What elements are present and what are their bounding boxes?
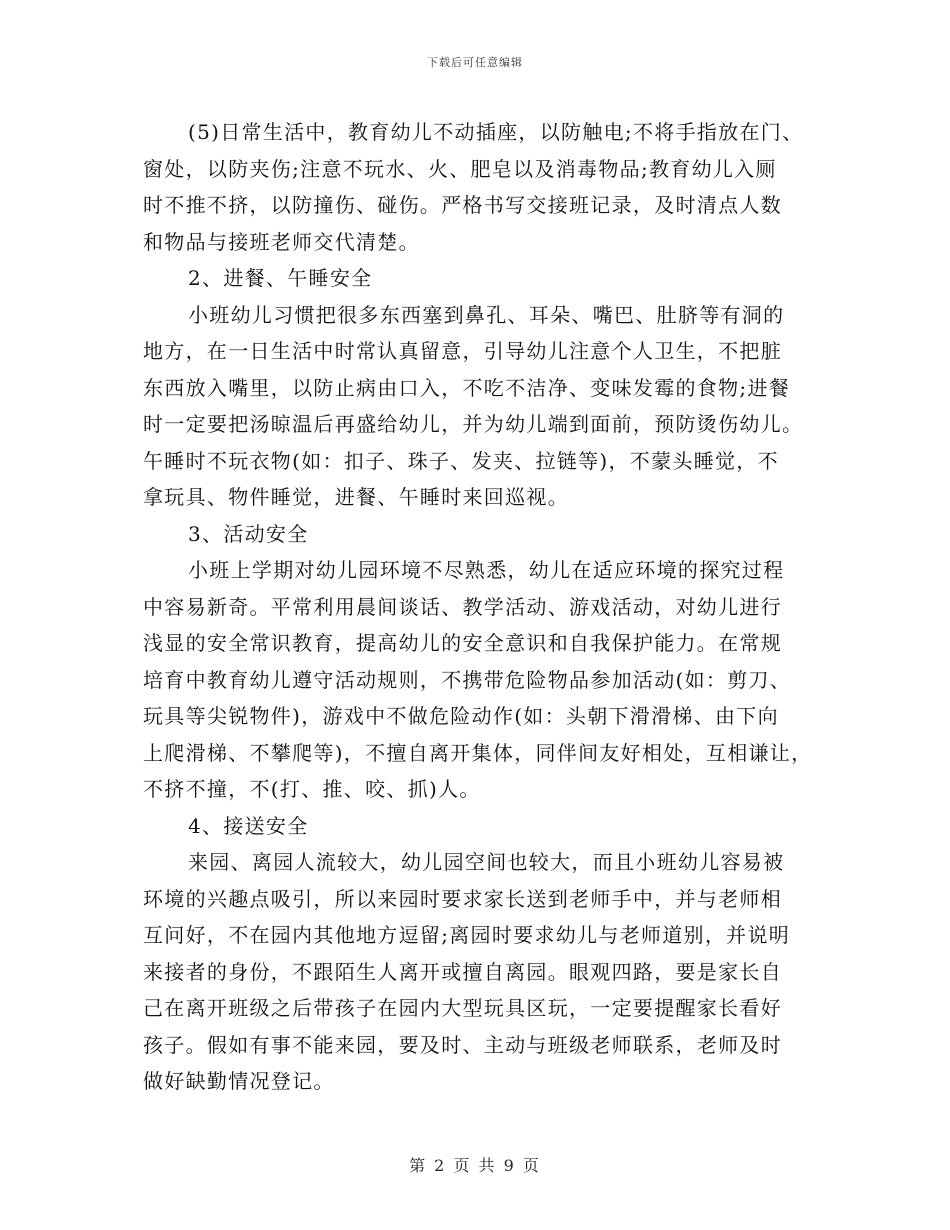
section-heading: 2、进餐、午睡安全 bbox=[188, 266, 373, 290]
paragraph-line: 窗处，以防夹伤;注意不玩水、火、肥皂以及消毒物品;教育幼儿入厕 bbox=[143, 156, 777, 181]
section-heading: 3、活动安全 bbox=[188, 521, 309, 546]
section-heading: 4、接送安全 bbox=[188, 813, 309, 838]
paragraph-line: 小班幼儿习惯把很多东西塞到鼻孔、耳朵、嘴巴、肚脐等有洞的 bbox=[188, 302, 785, 327]
paragraph-line: 玩具等尖锐物件)，游戏中不做危险动作(如：头朝下滑滑梯、由下向 bbox=[143, 704, 779, 728]
paragraph-line: 来园、离园人流较大，幼儿园空间也较大，而且小班幼儿容易被 bbox=[188, 850, 785, 874]
paragraph-line: 和物品与接班老师交代清楚。 bbox=[143, 229, 420, 254]
paragraph-line: 培育中教育幼儿遵守活动规则，不携带危险物品参加活动(如：剪刀、 bbox=[143, 667, 792, 692]
paragraph-line: 小班上学期对幼儿园环境不尽熟悉，幼儿在适应环境的探究过程 bbox=[188, 558, 785, 582]
paragraph-line: 来接者的身份，不跟陌生人离开或擅自离园。眼观四路，要是家长自 bbox=[143, 959, 782, 984]
paragraph-line: 互问好，不在园内其他地方逗留;离园时要求幼儿与老师道别，并说明 bbox=[143, 923, 791, 947]
paragraph-line: 孩子。假如有事不能来园，要及时、主动与班级老师联系，老师及时 bbox=[143, 1032, 782, 1057]
paragraph-line: 拿玩具、物件睡觉，进餐、午睡时来回巡视。 bbox=[143, 485, 569, 509]
paragraph-line: (5)日常生活中，教育幼儿不动插座，以防触电;不将手指放在门、 bbox=[188, 120, 804, 144]
paragraph-line: 时不推不挤，以防撞伤、碰伤。严格书写交接班记录，及时清点人数 bbox=[143, 193, 782, 217]
paragraph-line: 环境的兴趣点吸引，所以来园时要求家长送到老师手中，并与老师相 bbox=[143, 886, 782, 911]
paragraph-line: 上爬滑梯、不攀爬等)，不擅自离开集体，同伴间友好相处，互相谦让， bbox=[143, 740, 813, 765]
paragraph-line: 不挤不撞，不(打、推、咬、抓)人。 bbox=[143, 777, 481, 801]
paragraph-line: 做好缺勤情况登记。 bbox=[143, 1069, 335, 1093]
document-body bbox=[143, 114, 823, 1100]
paragraph-line: 时一定要把汤晾温后再盛给幼儿，并为幼儿端到面前，预防烫伤幼儿。 bbox=[143, 412, 804, 436]
paragraph-line: 午睡时不玩衣物(如：扣子、珠子、发夹、拉链等)，不蒙头睡觉，不 bbox=[143, 448, 779, 473]
paragraph-line: 东西放入嘴里，以防止病由口入，不吃不洁净、变味发霉的食物;进餐 bbox=[143, 375, 791, 400]
paragraph-line: 中容易新奇。平常利用晨间谈话、教学活动、游戏活动，对幼儿进行 bbox=[143, 594, 782, 619]
page-number: 第 2 页 共 9 页 bbox=[409, 1156, 541, 1175]
paragraph-line: 浅显的安全常识教育，提高幼儿的安全意识和自我保护能力。在常规 bbox=[143, 631, 782, 655]
paragraph-line: 己在离开班级之后带孩子在园内大型玩具区玩，一定要提醒家长看好 bbox=[143, 996, 782, 1020]
paragraph-line: 地方，在一日生活中时常认真留意，引导幼儿注意个人卫生，不把脏 bbox=[143, 339, 782, 363]
page-header-note: 下载后可任意编辑 bbox=[427, 56, 523, 69]
